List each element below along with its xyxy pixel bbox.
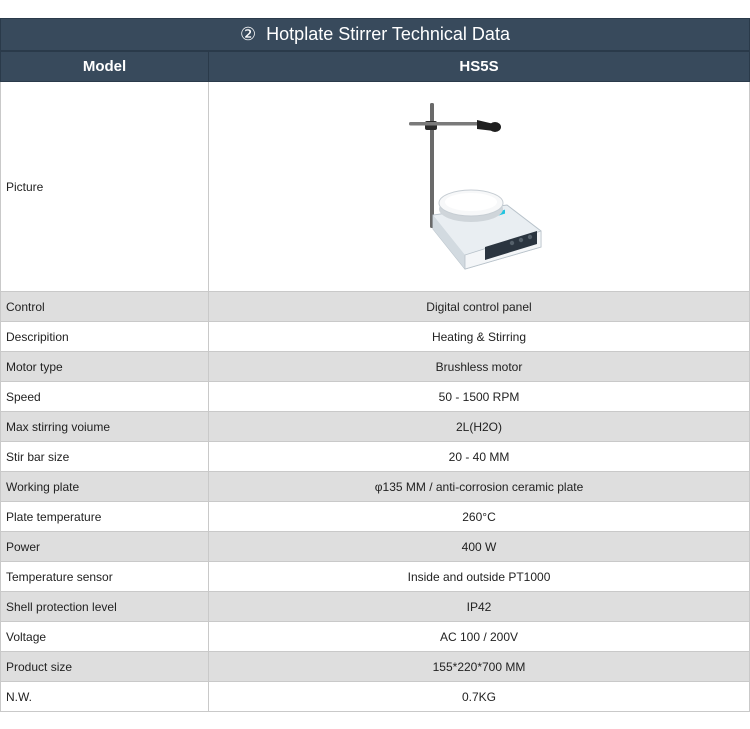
sheet-title-text: Hotplate Stirrer Technical Data [266, 24, 510, 44]
spec-row [1, 562, 750, 592]
picture-label: Picture [1, 82, 209, 292]
spec-value: Inside and outside PT1000 [209, 562, 750, 592]
header-key: Model [1, 52, 209, 82]
spec-key: Max stirring voiume [1, 412, 209, 442]
hotplate-stirrer-image [399, 97, 559, 277]
spec-row [1, 592, 750, 622]
spec-value: AC 100 / 200V [209, 622, 750, 652]
spec-row [1, 382, 750, 412]
spec-key: Shell protection level [1, 592, 209, 622]
spec-row [1, 652, 750, 682]
spec-row [1, 322, 750, 352]
spec-row [1, 472, 750, 502]
product-picture [209, 82, 750, 292]
header-model: HS5S [209, 52, 750, 82]
spec-value: 260°C [209, 502, 750, 532]
spec-row [1, 292, 750, 322]
spec-row [1, 502, 750, 532]
spec-value: 0.7KG [209, 682, 750, 712]
picture-row [1, 82, 750, 292]
spec-key: Stir bar size [1, 442, 209, 472]
spec-key: Motor type [1, 352, 209, 382]
header-row [1, 52, 750, 82]
spec-value: Digital control panel [209, 292, 750, 322]
spec-value: 400 W [209, 532, 750, 562]
spec-key: Control [1, 292, 209, 322]
spec-row [1, 442, 750, 472]
spec-key: Working plate [1, 472, 209, 502]
spec-value: 50 - 1500 RPM [209, 382, 750, 412]
spec-value: 155*220*700 MM [209, 652, 750, 682]
spec-value: 20 - 40 MM [209, 442, 750, 472]
spec-sheet [0, 18, 750, 712]
spec-row [1, 412, 750, 442]
spec-key: Power [1, 532, 209, 562]
spec-key: Temperature sensor [1, 562, 209, 592]
spec-key: Plate temperature [1, 502, 209, 532]
section-number: ② [240, 24, 257, 44]
spec-row [1, 682, 750, 712]
spec-key: Voltage [1, 622, 209, 652]
spec-key: Descripition [1, 322, 209, 352]
spec-value: φ135 MM / anti-corrosion ceramic plate [209, 472, 750, 502]
spec-key: Speed [1, 382, 209, 412]
spec-value: Brushless motor [209, 352, 750, 382]
spec-value: Heating & Stirring [209, 322, 750, 352]
spec-key: Product size [1, 652, 209, 682]
spec-key: N.W. [1, 682, 209, 712]
spec-row [1, 622, 750, 652]
sheet-title [0, 18, 750, 51]
spec-rows [1, 292, 750, 712]
spec-row [1, 532, 750, 562]
spec-table [0, 51, 750, 712]
spec-row [1, 352, 750, 382]
spec-value: IP42 [209, 592, 750, 622]
spec-value: 2L(H2O) [209, 412, 750, 442]
